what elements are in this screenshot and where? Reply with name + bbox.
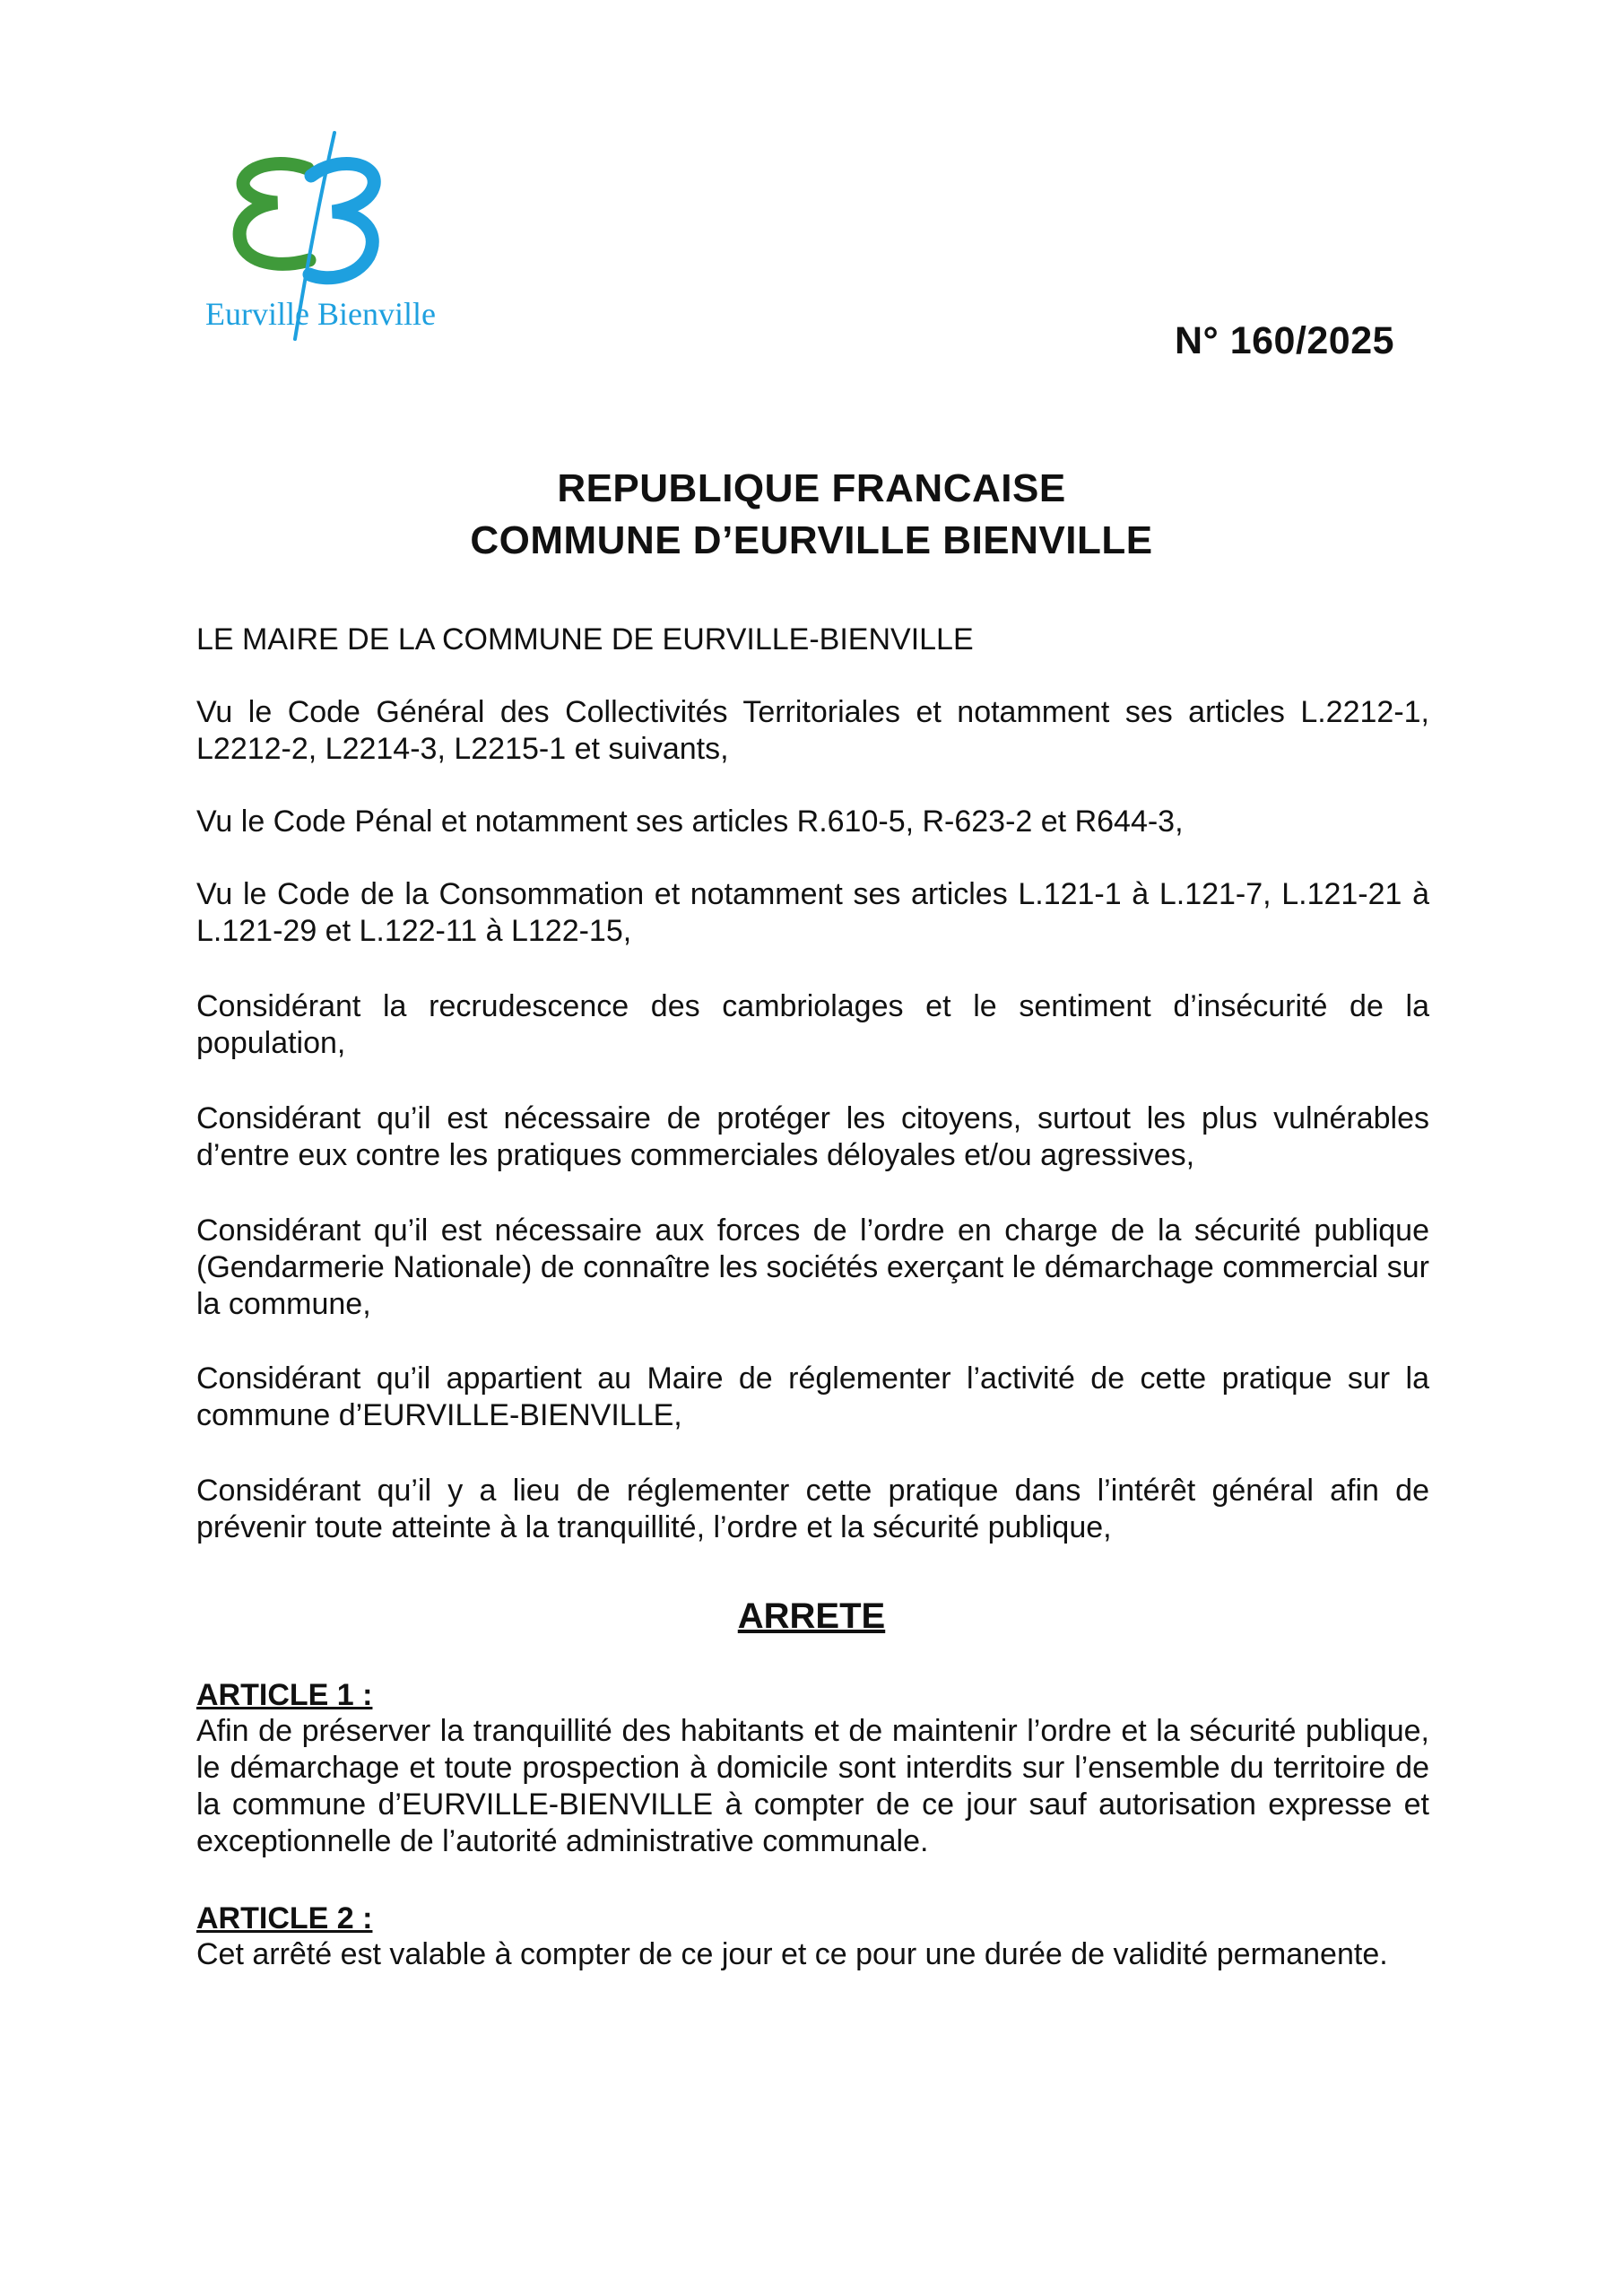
logo-emblem — [202, 126, 462, 350]
preamble-interet-general: Considérant qu’il y a lieu de réglementer cette pratique dans l’intérêt général afin de prévenir toute atteinte à la tranquillité, l’ordre et la sécurité publique, — [196, 1474, 1429, 1544]
republic-heading: REPUBLIQUE FRANCAISE — [557, 466, 1066, 510]
mayor-line: LE MAIRE DE LA COMMUNE DE EURVILLE-BIENVILLE — [196, 622, 974, 657]
commune-logo — [202, 126, 462, 350]
preamble-cambriolages: Considérant la recrudescence des cambriolages et le sentiment d’insécurité de la population, — [196, 989, 1429, 1060]
article-1-title: ARTICLE 1 : — [196, 1678, 373, 1712]
document-number: N° 160/2025 — [1175, 319, 1395, 362]
preamble-cgct: Vu le Code Général des Collectivités Territoriales et notamment ses articles L.2212-1, L2212-2, L2214-3, L2215-1 et suivants, — [196, 695, 1429, 766]
preamble-gendarmerie: Considérant qu’il est nécessaire aux forces de l’ordre en charge de la sécurité publique (Gendarmerie Nationale) de connaître les sociétés exerçant le démarchage commercial sur la commune, — [196, 1213, 1429, 1321]
article-2-text: Cet arrêté est valable à compter de ce jour et ce pour une durée de validité permanente. — [196, 1937, 1388, 1971]
preamble-protection: Considérant qu’il est nécessaire de protéger les citoyens, surtout les plus vulnérables d’entre eux contre les pratiques commerciales déloyales et/ou agressives, — [196, 1101, 1429, 1172]
commune-heading: COMMUNE D’EURVILLE BIENVILLE — [470, 518, 1153, 562]
preamble-consommation: Vu le Code de la Consommation et notamment ses articles L.121-1 à L.121-7, L.121-21 à L.121-29 et L.122-11 à L122-15, — [196, 877, 1429, 948]
article-1-text: Afin de préserver la tranquillité des habitants et de maintenir l’ordre et la sécurité publique, le démarchage et toute prospection à domicile sont interdits sur l’ensemble du territoire de la commune d’EURVILLE-BIENVILLE à compter de ce jour sauf autorisation expresse et exceptionnelle de l’autorité administrative communale. — [196, 1714, 1429, 1858]
article-2-title: ARTICLE 2 : — [196, 1901, 373, 1935]
arrete-heading: ARRETE — [737, 1596, 886, 1636]
logo-text: Eurville Bienville — [205, 296, 436, 332]
preamble-code-penal: Vu le Code Pénal et notamment ses articles R.610-5, R-623-2 et R644-3, — [196, 804, 1184, 839]
preamble-maire: Considérant qu’il appartient au Maire de réglementer l’activité de cette pratique sur la commune d’EURVILLE-BIENVILLE, — [196, 1361, 1429, 1432]
